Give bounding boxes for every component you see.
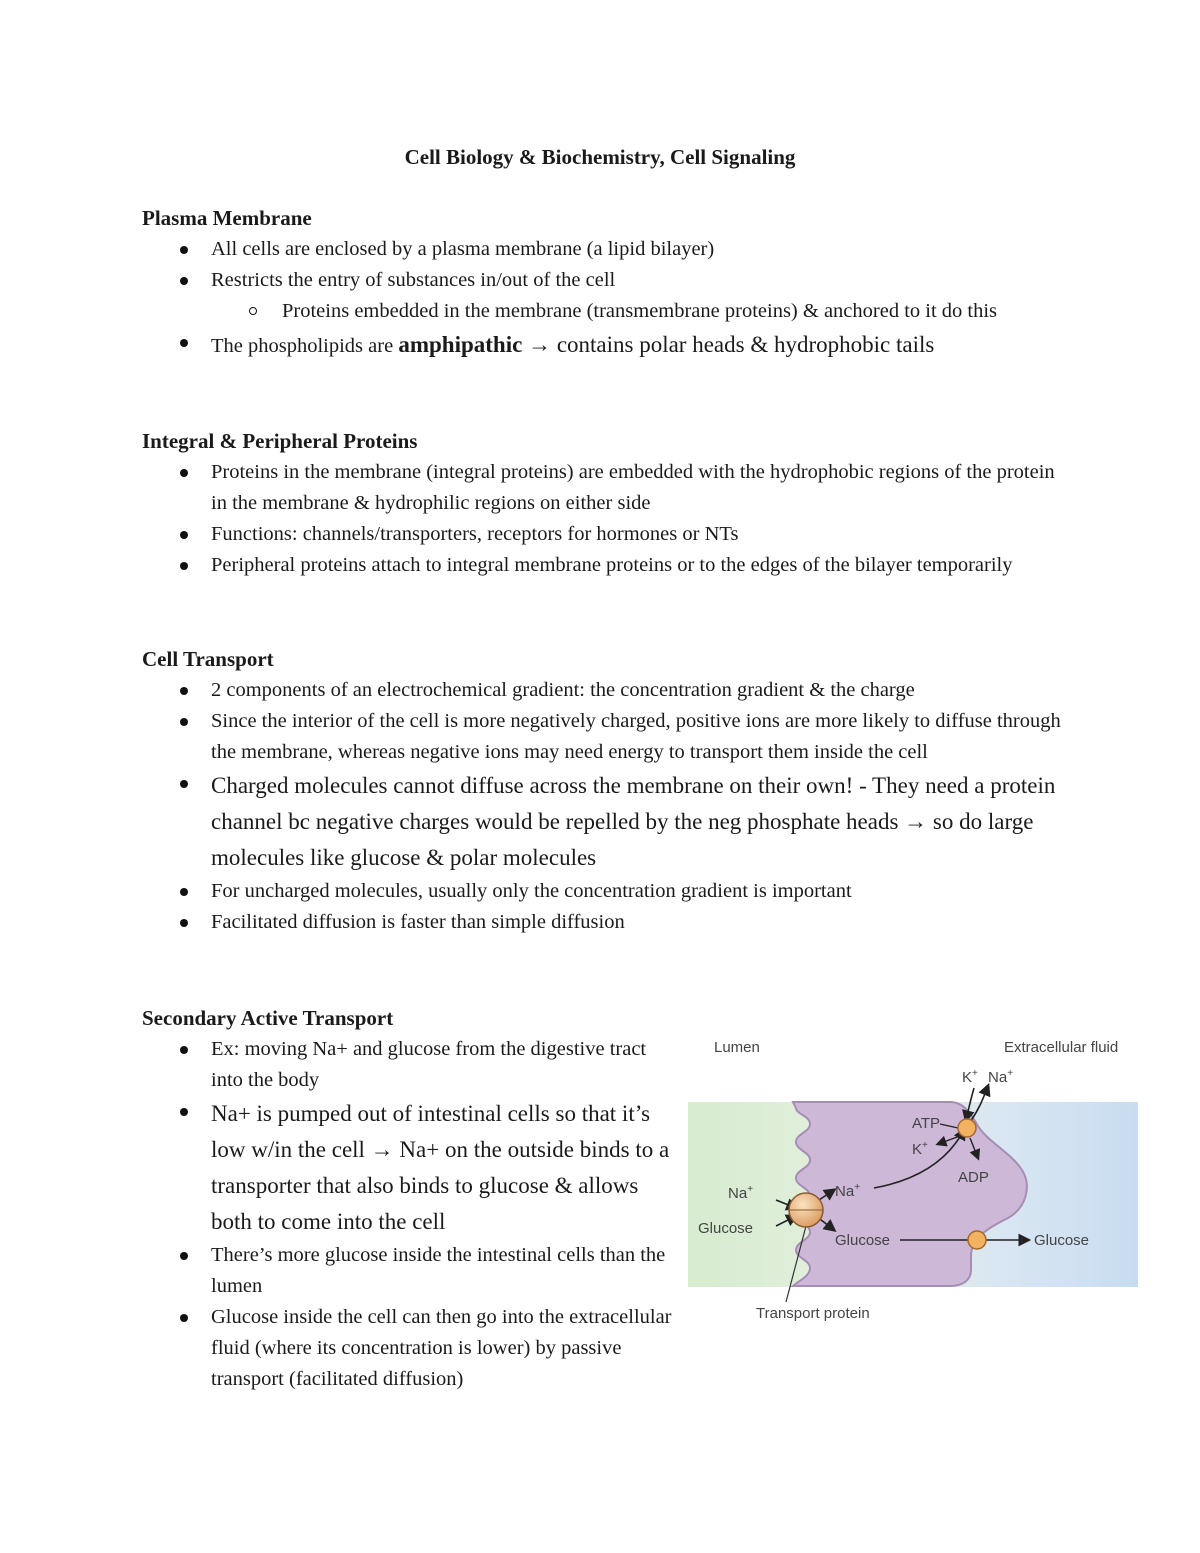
bullet-text: There’s more glucose inside the intestinal cells than the lumen	[211, 1244, 666, 1297]
label-k-top: K+	[962, 1068, 978, 1086]
bullet-text: The phospholipids are	[211, 335, 399, 357]
bullet-text: Na+ is pumped out of intestinal cells so that it’s low w/in the cell → Na+ on the outside binds to a transporter that also binds to glucose & allows both to come into the cell	[211, 1101, 670, 1234]
label-na-lumen: Na+	[728, 1184, 754, 1202]
sub-list-item	[211, 296, 1062, 327]
list-item	[142, 706, 1062, 768]
transport-diagram-svg	[688, 1030, 1138, 1330]
label-extracellular-fluid: Extracellular fluid	[1004, 1039, 1119, 1056]
bullet-text: Proteins embedded in the membrane (transmembrane proteins) & anchored to it do this	[282, 300, 998, 322]
bold-term-amphipathic: amphipathic	[398, 332, 523, 357]
list-item	[142, 768, 1062, 876]
bullet-text: 2 components of an electrochemical gradient: the concentration gradient & the charge	[211, 679, 915, 701]
list-item	[142, 1302, 682, 1395]
bullet-text: Restricts the entry of substances in/out of the cell	[211, 269, 616, 291]
list-item	[142, 457, 1062, 519]
list-cell-transport	[142, 675, 1062, 938]
bullet-text: Peripheral proteins attach to integral membrane proteins or to the edges of the bilayer temporarily	[211, 554, 1013, 576]
label-glucose-ecf: Glucose	[1034, 1232, 1090, 1249]
list-item	[142, 1240, 682, 1302]
list-item	[142, 907, 1062, 938]
list-item	[142, 550, 1062, 581]
label-atp: ATP	[912, 1115, 941, 1132]
bullet-text: Ex: moving Na+ and glucose from the digestive tract into the body	[211, 1038, 647, 1091]
heading-cell-transport: Cell Transport	[142, 647, 274, 671]
label-lumen: Lumen	[714, 1039, 760, 1056]
list-item	[142, 1096, 682, 1240]
label-glucose-lumen: Glucose	[698, 1220, 754, 1237]
na-k-pump	[958, 1119, 976, 1137]
label-glucose-cell: Glucose	[835, 1232, 891, 1249]
bullet-text: All cells are enclosed by a plasma membrane (a lipid bilayer)	[211, 238, 715, 260]
page-title: Cell Biology & Biochemistry, Cell Signaling	[404, 145, 796, 169]
bullet-text: → contains polar heads & hydrophobic tails	[522, 332, 935, 357]
heading-plasma-membrane: Plasma Membrane	[142, 206, 312, 230]
label-na-top: Na+	[988, 1068, 1014, 1086]
transport-diagram	[688, 1030, 1138, 1330]
label-na-cell: Na+	[835, 1182, 861, 1200]
list-plasma-membrane	[142, 234, 1062, 364]
list-item	[142, 265, 1062, 327]
heading-secondary-active-transport: Secondary Active Transport	[142, 1006, 394, 1030]
list-item	[142, 519, 1062, 550]
list-item	[142, 675, 1062, 706]
label-k-inner: K+	[912, 1140, 928, 1158]
list-item	[142, 234, 1062, 265]
label-adp: ADP	[958, 1169, 989, 1186]
heading-integral-peripheral: Integral & Peripheral Proteins	[142, 429, 418, 453]
list-item	[142, 876, 1062, 907]
bullet-text: Since the interior of the cell is more negatively charged, positive ions are more likely to diffuse through the membrane, whereas negative ions may need energy to transport them inside the cell	[211, 710, 1061, 763]
list-secondary-active-transport	[142, 1034, 682, 1395]
bullet-text: Proteins in the membrane (integral proteins) are embedded with the hydrophobic regions of the protein in the membrane & hydrophilic regions on either side	[211, 461, 1055, 514]
label-transport-protein: Transport protein	[756, 1305, 870, 1322]
bullet-text: Facilitated diffusion is faster than simple diffusion	[211, 911, 625, 933]
bullet-text: Functions: channels/transporters, receptors for hormones or NTs	[211, 523, 739, 545]
bullet-text: Charged molecules cannot diffuse across the membrane on their own! - They need a protein channel bc negative charges would be repelled by the neg phosphate heads → so do large molecules like glucose & polar molecules	[211, 773, 1056, 870]
list-item	[142, 327, 1062, 364]
sub-list	[211, 296, 1062, 327]
bullet-text: For uncharged molecules, usually only the concentration gradient is important	[211, 880, 852, 902]
glucose-transporter	[968, 1231, 986, 1249]
bullet-text: Glucose inside the cell can then go into the extracellular fluid (where its concentration is lower) by passive transport (facilitated diffusion)	[211, 1306, 672, 1390]
list-item	[142, 1034, 682, 1096]
list-integral-peripheral	[142, 457, 1062, 581]
